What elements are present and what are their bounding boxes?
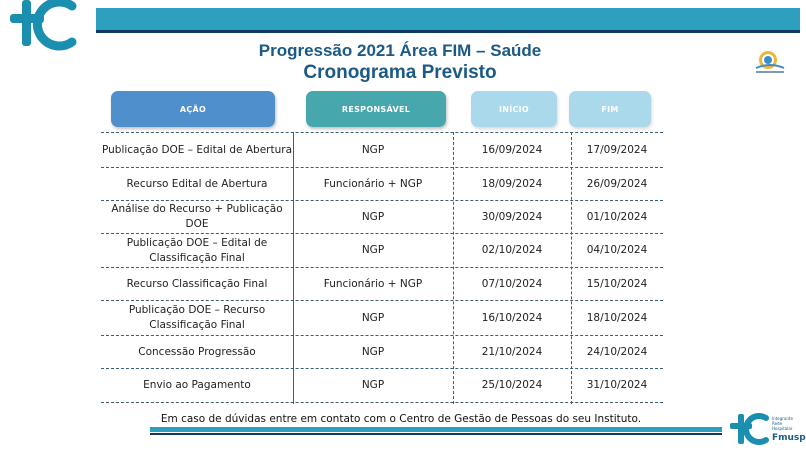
table-row [101,336,663,368]
cell-inicio: 21/10/2024 [481,345,543,358]
table-row [101,234,663,267]
cell-inicio: 25/10/2024 [481,379,543,391]
cell-responsavel: NGP [361,143,385,156]
cell-acao: Publicação DOE – Edital de Classificação Final [126,236,268,264]
table-row [101,201,663,233]
cell-responsavel: NGP [361,345,385,358]
cell-fim: 18/10/2024 [586,311,648,324]
bottom-accent-line [150,433,722,435]
cell-acao: Envio ao Pagamento [143,379,251,391]
page-subtitle: Cronograma Previsto [303,62,497,83]
cell-inicio: 16/09/2024 [481,143,543,156]
column-header-acao: AÇÃO [111,91,275,127]
top-accent-bar [96,8,800,30]
cell-fim: 01/10/2024 [586,210,648,223]
table-row [101,133,663,167]
cell-fim: 24/10/2024 [586,345,648,358]
cell-fim: 26/09/2024 [586,177,648,190]
cell-responsavel: NGP [361,311,385,324]
column-header-fim: FIM [569,91,651,127]
page-title: Progressão 2021 Área FIM – Saúde [258,41,542,60]
fmusp-wordmark [772,416,806,443]
table-row [101,301,663,335]
cell-acao: Análise do Recurso + Publicação DOE [111,203,283,230]
cell-responsavel: NGP [361,210,385,223]
cell-acao: Concessão Progressão [138,345,256,358]
cell-acao: Recurso Edital de Abertura [126,177,268,190]
bottom-accent-bar [150,427,722,432]
cell-inicio: 18/09/2024 [481,177,543,190]
hc-fmusp-logo-icon [730,412,770,446]
table-row [101,268,663,300]
cell-acao: Publicação DOE – Edital de Abertura [101,143,293,156]
cell-inicio: 30/09/2024 [481,210,543,223]
table-row [101,168,663,200]
column-header-responsavel: RESPONSÁVEL [306,91,446,127]
cell-responsavel: Funcionário + NGP [323,177,423,190]
column-header-inicio: INÍCIO [471,91,557,127]
fmusp-small-text: Integrante Rede Hospitalar [772,416,793,431]
cell-responsavel: Funcionário + NGP [323,277,423,290]
cell-acao: Recurso Classificação Final [126,277,268,290]
cell-fim: 31/10/2024 [586,379,648,391]
fmusp-name: Fmusp [772,433,806,443]
cell-fim: 04/10/2024 [586,244,648,256]
contact-note: Em caso de dúvidas entre em contato com o Centro de Gestão de Pessoas do seu Instituto. [160,413,642,425]
table-divider [101,402,663,403]
cell-inicio: 07/10/2024 [481,277,543,290]
table-row [101,369,663,402]
cell-fim: 17/09/2024 [586,143,648,156]
cell-responsavel: NGP [361,379,385,391]
cell-fim: 15/10/2024 [586,277,648,290]
cell-responsavel: NGP [361,244,385,256]
top-accent-line [96,30,800,33]
cell-inicio: 16/10/2024 [481,311,543,324]
cell-acao: Publicação DOE – Recurso Classificação Final [128,304,266,331]
cell-inicio: 02/10/2024 [481,244,543,256]
